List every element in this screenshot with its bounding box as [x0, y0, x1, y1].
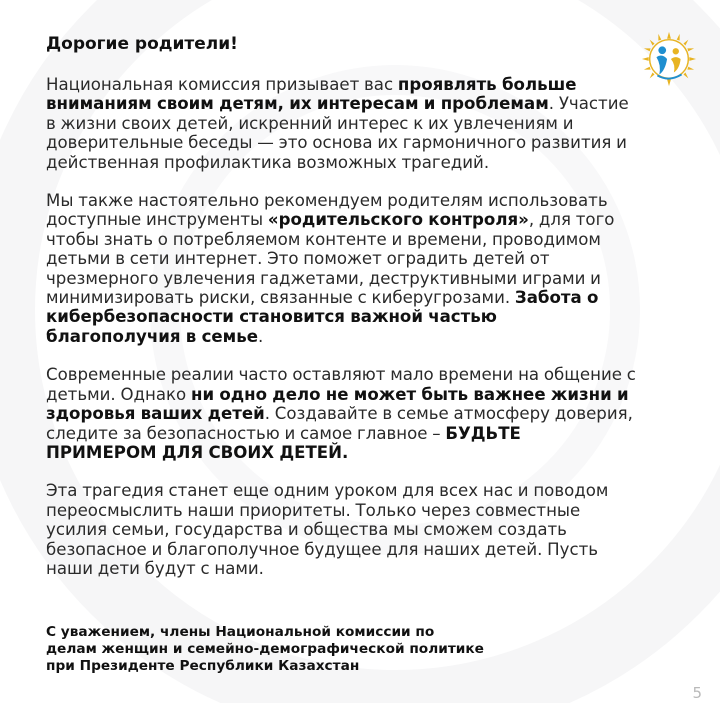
p1-rest: . Участие в жизни своих детей, искренний интерес к их увлечениям и доверительные беседы — это основа их гармоничного развития и действенная профилактика возможных трагедий.	[46, 94, 629, 172]
p2-emphasis-2: Забота о кибербезопасности становится важной частью благополучия в семье	[46, 288, 599, 346]
letter-body	[46, 33, 636, 597]
p2-intro: Мы также настоятельно рекомендуем родителям использовать доступные инструменты	[46, 191, 608, 230]
commission-emblem-icon	[640, 30, 698, 88]
paragraph-2	[46, 191, 636, 346]
p2-middle: , для того чтобы знать о потребляемом контенте и времени, проводимом детьми в сети интернет. Это поможет оградить детей от чрезмерного увлечения гаджетами, деструктивными играми и минимизировать риски, связанные с киберугрозами.	[46, 210, 615, 308]
p1-intro: Национальная комиссия призывает вас	[46, 75, 398, 94]
signature-line-2: делам женщин и семейно-демографической политике	[46, 641, 484, 657]
p2-emphasis-1: «родительского контроля»	[267, 210, 529, 230]
paragraph-4	[46, 481, 636, 578]
signature-line-3: при Президенте Республики Казахстан	[46, 658, 360, 674]
p3-middle: . Создавайте в семье атмосферу доверия, следите за безопасностью и самое главное –	[46, 404, 633, 443]
p3-emphasis-2: БУДЬТЕ ПРИМЕРОМ ДЛЯ СВОИХ ДЕТЕЙ.	[46, 423, 521, 462]
p4-text: Эта трагедия станет еще одним уроком для всех нас и поводом переосмыслить наши приоритеты. Только через совместные усилия семьи, государства и общества мы сможем создать безопасное и благополучное будущее для наших детей. Пусть наши дети будут с нами.	[46, 481, 609, 578]
greeting-heading: Дорогие родители!	[46, 34, 238, 54]
page-number: 5	[692, 684, 702, 702]
p2-end: .	[257, 326, 264, 346]
p3-intro: Современные реалии часто оставляют мало времени на общение с детьми. Однако	[46, 365, 636, 404]
p3-emphasis-1: ни одно дело не может быть важнее жизни и здоровья ваших детей	[46, 384, 629, 424]
paragraph-1	[46, 75, 636, 172]
signature-block	[46, 624, 606, 675]
paragraph-3	[46, 365, 636, 462]
p1-emphasis: проявлять больше вниманиям своим детям, их интересам и проблемам	[46, 75, 577, 114]
signature-line-1: С уважением, члены Национальной комиссии по	[46, 624, 435, 640]
